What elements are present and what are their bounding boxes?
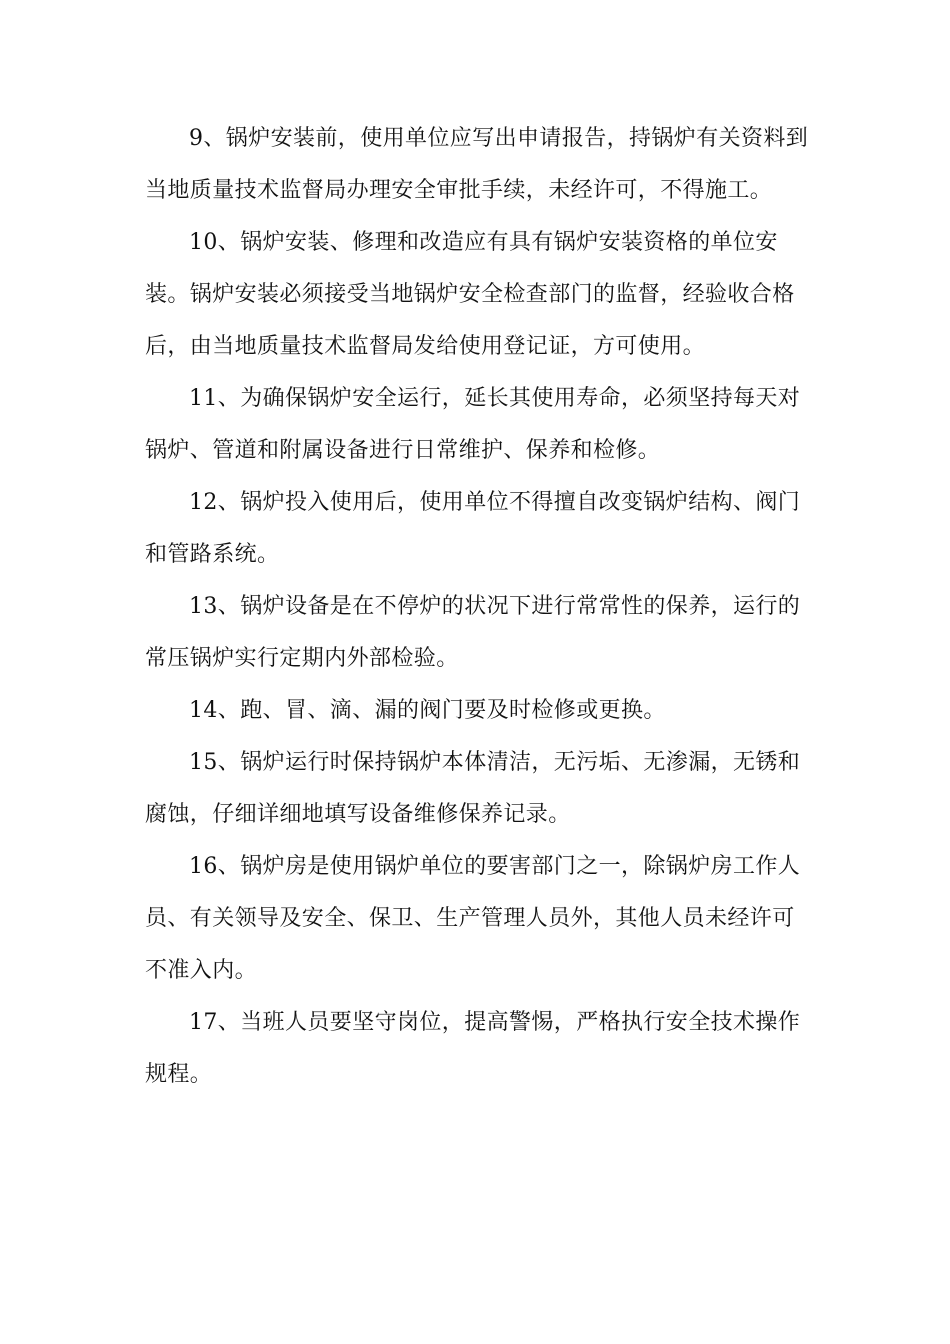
- paragraph-16-line-1: 16、锅炉房是使用锅炉单位的要害部门之一，除锅炉房工作人: [189, 854, 801, 879]
- paragraph-11-line-2: 锅炉、管道和附属设备进行日常维护、保养和检修。: [145, 438, 661, 463]
- paragraph-9-line-2: 当地质量技术监督局办理安全审批手续，未经许可，不得施工。: [145, 178, 773, 203]
- paragraph-15-line-2: 腐蚀，仔细详细地填写设备维修保养记录。: [145, 802, 571, 827]
- paragraph-13-line-2: 常压锅炉实行定期内外部检验。: [145, 646, 459, 671]
- paragraph-13-line-1: 13、锅炉设备是在不停炉的状况下进行常常性的保养，运行的: [189, 594, 801, 619]
- paragraph-10-line-2: 装。锅炉安装必须接受当地锅炉安全检查部门的监督，经验收合格: [145, 282, 795, 307]
- paragraph-10-line-1: 10、锅炉安装、修理和改造应有具有锅炉安装资格的单位安: [189, 230, 778, 255]
- paragraph-16-line-3: 不准入内。: [145, 958, 258, 983]
- paragraph-16-line-2: 员、有关领导及安全、保卫、生产管理人员外，其他人员未经许可: [145, 906, 795, 931]
- paragraph-9-line-1: 9、锅炉安装前，使用单位应写出申请报告，持锅炉有关资料到: [189, 126, 809, 151]
- paragraph-14-line-1: 14、跑、冒、滴、漏的阀门要及时检修或更换。: [189, 698, 666, 723]
- paragraph-17-line-1: 17、当班人员要坚守岗位，提高警惕，严格执行安全技术操作: [189, 1010, 801, 1035]
- paragraph-12-line-1: 12、锅炉投入使用后，使用单位不得擅自改变锅炉结构、阀门: [189, 490, 801, 515]
- paragraph-11-line-1: 11、为确保锅炉安全运行，延长其使用寿命，必须坚持每天对: [189, 386, 801, 411]
- paragraph-15-line-1: 15、锅炉运行时保持锅炉本体清洁，无污垢、无渗漏，无锈和: [189, 750, 801, 775]
- paragraph-12-line-2: 和管路系统。: [145, 542, 280, 567]
- paragraph-10-line-3: 后，由当地质量技术监督局发给使用登记证，方可使用。: [145, 334, 706, 359]
- paragraph-17-line-2: 规程。: [145, 1062, 213, 1087]
- document-body: [145, 113, 807, 1101]
